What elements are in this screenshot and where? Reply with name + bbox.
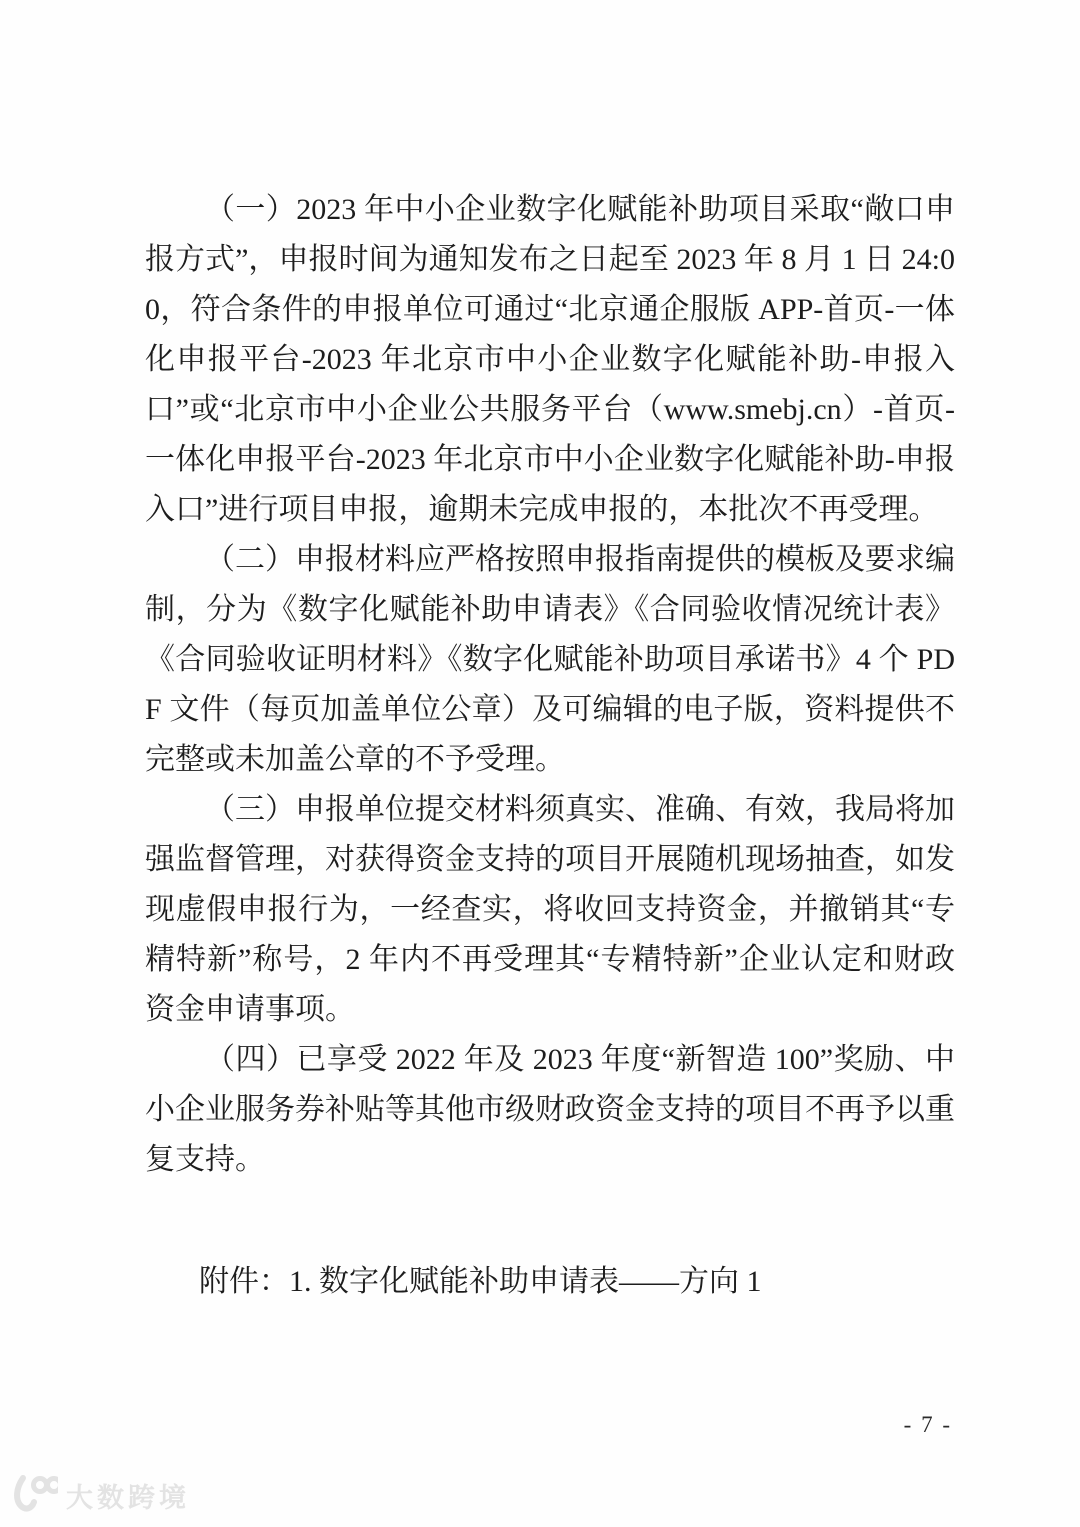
document-body <box>145 185 955 1307</box>
dashu-100-logo-icon <box>10 1472 58 1518</box>
watermark <box>10 1472 190 1518</box>
page-number: - 7 - <box>903 1412 952 1437</box>
paragraph: （二）申报材料应严格按照申报指南提供的模板及要求编制，分为《数字化赋能补助申请表》《合同验收情况统计表》《合同验收证明材料》《数字化赋能补助项目承诺书》4 个 PDF 文件（每页加盖单位公章）及可编辑的电子版，资料提供不完整或未加盖公章的不予受理。 <box>145 543 955 776</box>
paragraph-container <box>145 185 955 1185</box>
paragraph: （一）2023 年中小企业数字化赋能补助项目采取“敞口申报方式”，申报时间为通知发布之日起至 2023 年 8 月 1 日 24:00，符合条件的申报单位可通过“北京通企服版 APP-首页-一体化申报平台-2023 年北京市中小企业数字化赋能补助-申报入口”或“北京市中小企业公共服务平台（www.smebj.cn）-首页-一体化申报平台-2023 年北京市中小企业数字化赋能补助-申报入口”进行项目申报，逾期未完成申报的，本批次不再受理。 <box>145 193 955 526</box>
attachment-line: 附件：1. 数字化赋能补助申请表——方向 1 <box>199 1265 762 1298</box>
paragraph: （四）已享受 2022 年及 2023 年度“新智造 100”奖励、中小企业服务券补贴等其他市级财政资金支持的项目不再予以重复支持。 <box>145 1043 955 1176</box>
paragraph: （三）申报单位提交材料须真实、准确、有效，我局将加强监督管理，对获得资金支持的项目开展随机现场抽查，如发现虚假申报行为，一经查实，将收回支持资金，并撤销其“专精特新”称号，2 年内不再受理其“专精特新”企业认定和财政资金申请事项。 <box>145 793 955 1026</box>
watermark-text: 大数跨境 <box>66 1482 190 1513</box>
